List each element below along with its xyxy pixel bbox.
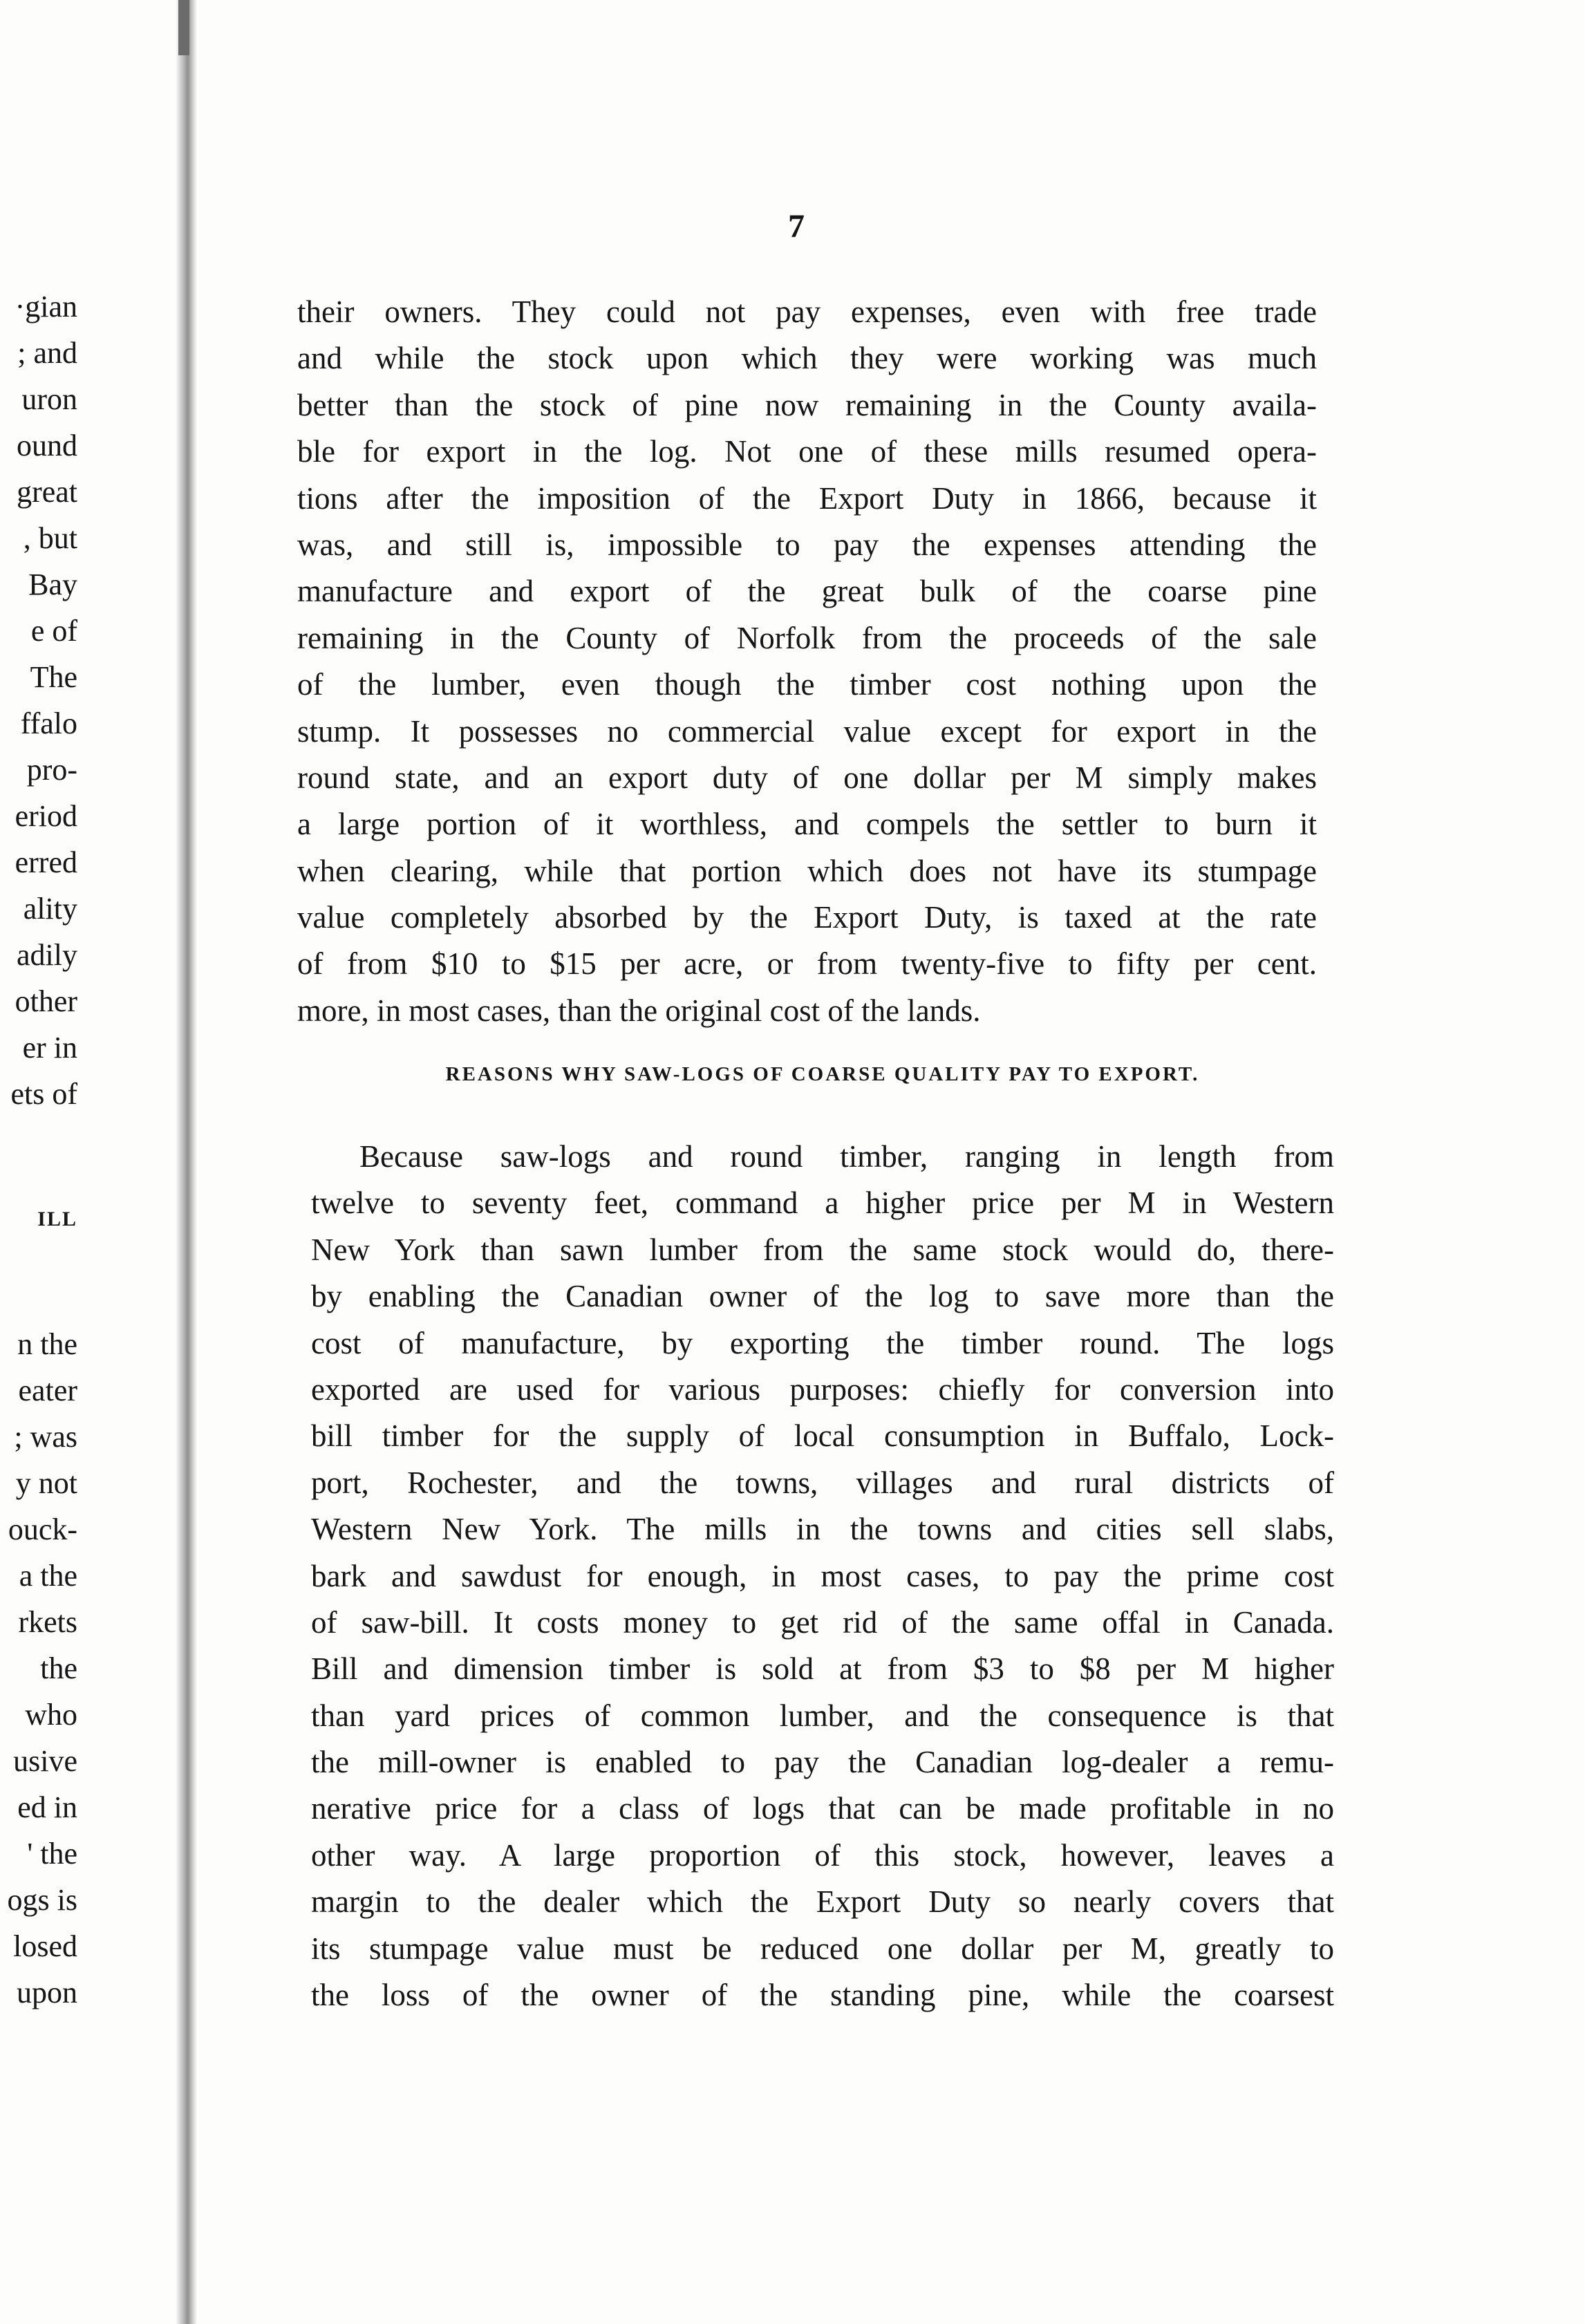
section-heading: REASONS WHY SAW-LOGS OF COARSE QUALITY PAY TO EXPORT. [445,1063,1200,1085]
text-line: ble for export in the log. Not one of these mills resumed opera- [297,434,1317,469]
text-line: round state, and an export duty of one dollar per M simply makes [297,760,1317,795]
text-line: value completely absorbed by the Export Duty, is taxed at the rate [297,900,1317,935]
text-line: New York than sawn lumber from the same stock would do, there- [311,1232,1334,1267]
facing-page-line: ouck- [8,1512,77,1546]
text-line: Bill and dimension timber is sold at from $3 to $8 per M higher [311,1651,1334,1687]
facing-page-line: n the [17,1327,77,1361]
facing-page-line: erred [15,845,77,879]
facing-page-line: y not [15,1466,77,1500]
text-line: margin to the dealer which the Export Duty so nearly covers that [311,1884,1334,1920]
text-line: tions after the imposition of the Export Duty in 1866, because it [297,480,1317,516]
text-line: of from $10 to $15 per acre, or from twenty-five to fifty per cent. [297,946,1317,982]
facing-page-line: rkets [18,1605,77,1639]
text-line: the mill-owner is enabled to pay the Canadian log-dealer a remu- [311,1745,1334,1780]
text-line: stump. It possesses no commercial value except for export in the [297,713,1317,749]
facing-page-line: the [40,1651,77,1685]
text-line: its stumpage value must be reduced one dollar per M, greatly to [311,1931,1334,1966]
facing-page-line: pro- [26,753,77,787]
facing-page-line: ound [17,429,77,462]
facing-page-line: ·gian [15,290,77,324]
facing-page-line: upon [17,1976,77,2009]
facing-page-fragments [0,283,77,2016]
text-line: than yard prices of common lumber, and the consequence is that [311,1698,1334,1733]
facing-page-gap [0,1242,77,1321]
facing-page-line: e of [30,614,77,648]
text-line: other way. A large proportion of this stock, however, leaves a [311,1837,1334,1873]
text-line: a large portion of it worthless, and compels the settler to burn it [297,807,1317,842]
text-line: manufacture and export of the great bulk of the coarse pine [297,574,1317,609]
facing-page-line: ' the [27,1837,77,1871]
text-line: twelve to seventy feet, command a higher price per M in Western [311,1186,1334,1221]
facing-page-heading: ILL [37,1208,77,1230]
facing-page-line: Bay [28,568,77,601]
text-line: of saw-bill. It costs money to get rid of the same offal in Canada. [311,1604,1334,1640]
facing-page-gap [0,1117,77,1196]
text-line: when clearing, while that portion which does not have its stumpage [297,853,1317,888]
facing-page-line: great [17,475,77,509]
paragraph-2 [311,1134,1334,2018]
facing-page-line: ffalo [20,706,77,740]
text-line: Because saw-logs and round timber, ranging in length from [359,1139,1334,1174]
text-line: was, and still is, impossible to pay the expenses attending the [297,527,1317,562]
facing-page-line: who [25,1698,77,1732]
facing-page-line: , but [23,521,77,555]
text-line: cost of manufacture, by exporting the timber round. The logs [311,1325,1334,1360]
facing-page-line: losed [13,1929,77,1963]
facing-page-line: ; was [14,1420,77,1454]
facing-page-line: uron [21,382,77,416]
text-line: exported are used for various purposes: chiefly for conversion into [311,1371,1334,1407]
facing-page-line: ogs is [7,1883,77,1917]
facing-page-line: eater [18,1374,77,1407]
facing-page-line: ; and [17,336,77,370]
text-line: by enabling the Canadian owner of the log to save more than the [311,1279,1334,1314]
text-line: their owners. They could not pay expenses, even with free trade [297,294,1317,329]
page-gutter-dark-edge [178,0,189,55]
paragraph-1 [297,289,1317,1034]
facing-page-line: er in [22,1031,77,1065]
facing-page-line: other [15,984,77,1018]
facing-page-line: ality [23,892,77,926]
text-line: bark and sawdust for enough, in most cases, to pay the prime cost [311,1558,1334,1593]
text-line: the loss of the owner of the standing pine, while the coarsest [311,1978,1334,2013]
page-number: 7 [788,208,805,245]
text-line: better than the stock of pine now remaining in the County availa- [297,387,1317,422]
page-gutter-shadow [176,0,197,2324]
facing-page-line: ets of [10,1077,77,1111]
facing-page-line: The [30,660,77,694]
text-line: Western New York. The mills in the towns and cities sell slabs, [311,1512,1334,1547]
text-line: of the lumber, even though the timber cost nothing upon the [297,667,1317,702]
text-line: remaining in the County of Norfolk from the proceeds of the sale [297,620,1317,655]
facing-page-line: ed in [17,1790,77,1824]
facing-page-line: a the [19,1559,77,1593]
facing-page-line: adily [17,938,77,972]
text-line: nerative price for a class of logs that can be made profitable in no [311,1791,1334,1826]
text-line: bill timber for the supply of local consumption in Buffalo, Lock- [311,1418,1334,1454]
facing-page-line: eriod [15,799,77,833]
text-line: port, Rochester, and the towns, villages and rural districts of [311,1465,1334,1500]
text-line: and while the stock upon which they were working was much [297,341,1317,376]
facing-page-line: usive [13,1744,77,1778]
text-line: more, in most cases, than the original cost of the lands. [297,993,981,1028]
